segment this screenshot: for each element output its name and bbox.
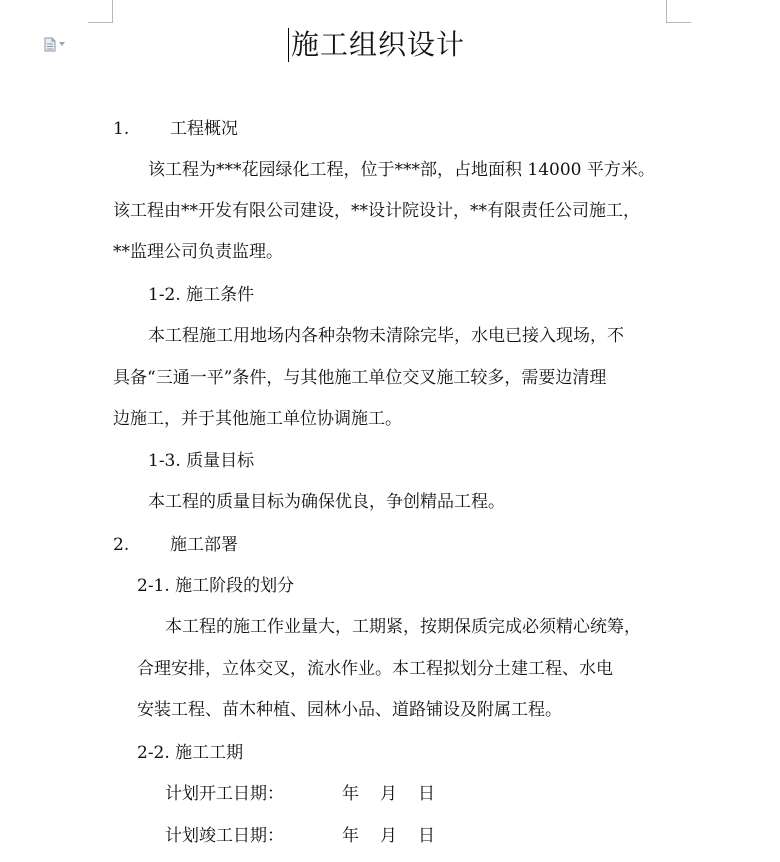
- section-2-heading: 施工部署: [170, 535, 238, 555]
- paragraph-line: 具备“三通一平”条件，与其他施工单位交叉施工较多，需要边清理: [113, 368, 607, 388]
- paragraph-line: 边施工，并于其他施工单位协调施工。: [113, 409, 402, 429]
- paragraph-line: 本工程的施工作业量大，工期紧，按期保质完成必须精心统筹，: [165, 617, 641, 637]
- section-1-number: 1.: [113, 119, 130, 139]
- subsection-1-3-heading: 1-3. 质量目标: [148, 451, 255, 471]
- start-date-day: 日: [418, 784, 435, 804]
- paragraph-line: 本工程施工用地场内各种杂物未清除完毕，水电已接入现场，不: [148, 326, 624, 346]
- end-date-year: 年: [342, 826, 359, 846]
- subsection-1-2-heading: 1-2. 施工条件: [148, 285, 255, 305]
- document-menu-button[interactable]: [44, 36, 74, 52]
- page-corner-mark-right: [666, 0, 691, 23]
- paragraph-line: 该工程为***花园绿化工程，位于***部，占地面积 14000 平方米。: [148, 160, 655, 180]
- subsection-2-2-heading: 2-2. 施工工期: [137, 743, 244, 763]
- page-corner-mark-left: [88, 0, 113, 23]
- start-date-year: 年: [342, 784, 359, 804]
- section-1-heading: 工程概况: [170, 119, 238, 139]
- start-date-label: 计划开工日期：: [165, 784, 284, 804]
- paragraph-line: **监理公司负责监理。: [113, 242, 283, 262]
- document-icon: [44, 37, 56, 52]
- end-date-label: 计划竣工日期：: [165, 826, 284, 846]
- subsection-2-1-heading: 2-1. 施工阶段的划分: [137, 576, 295, 596]
- paragraph-line: 安装工程、苗木种植、园林小品、道路铺设及附属工程。: [137, 700, 562, 720]
- start-date-month: 月: [380, 784, 397, 804]
- end-date-month: 月: [380, 826, 397, 846]
- paragraph-line: 该工程由**开发有限公司建设，**设计院设计，**有限责任公司施工，: [113, 201, 640, 221]
- end-date-day: 日: [418, 826, 435, 846]
- document-title[interactable]: 施工组织设计: [291, 28, 466, 61]
- text-cursor: [288, 28, 289, 62]
- paragraph-line: 本工程的质量目标为确保优良，争创精品工程。: [148, 492, 505, 512]
- paragraph-line: 合理安排，立体交叉，流水作业。本工程拟划分土建工程、水电: [137, 659, 613, 679]
- chevron-down-icon: [59, 42, 65, 46]
- section-2-number: 2.: [113, 535, 130, 555]
